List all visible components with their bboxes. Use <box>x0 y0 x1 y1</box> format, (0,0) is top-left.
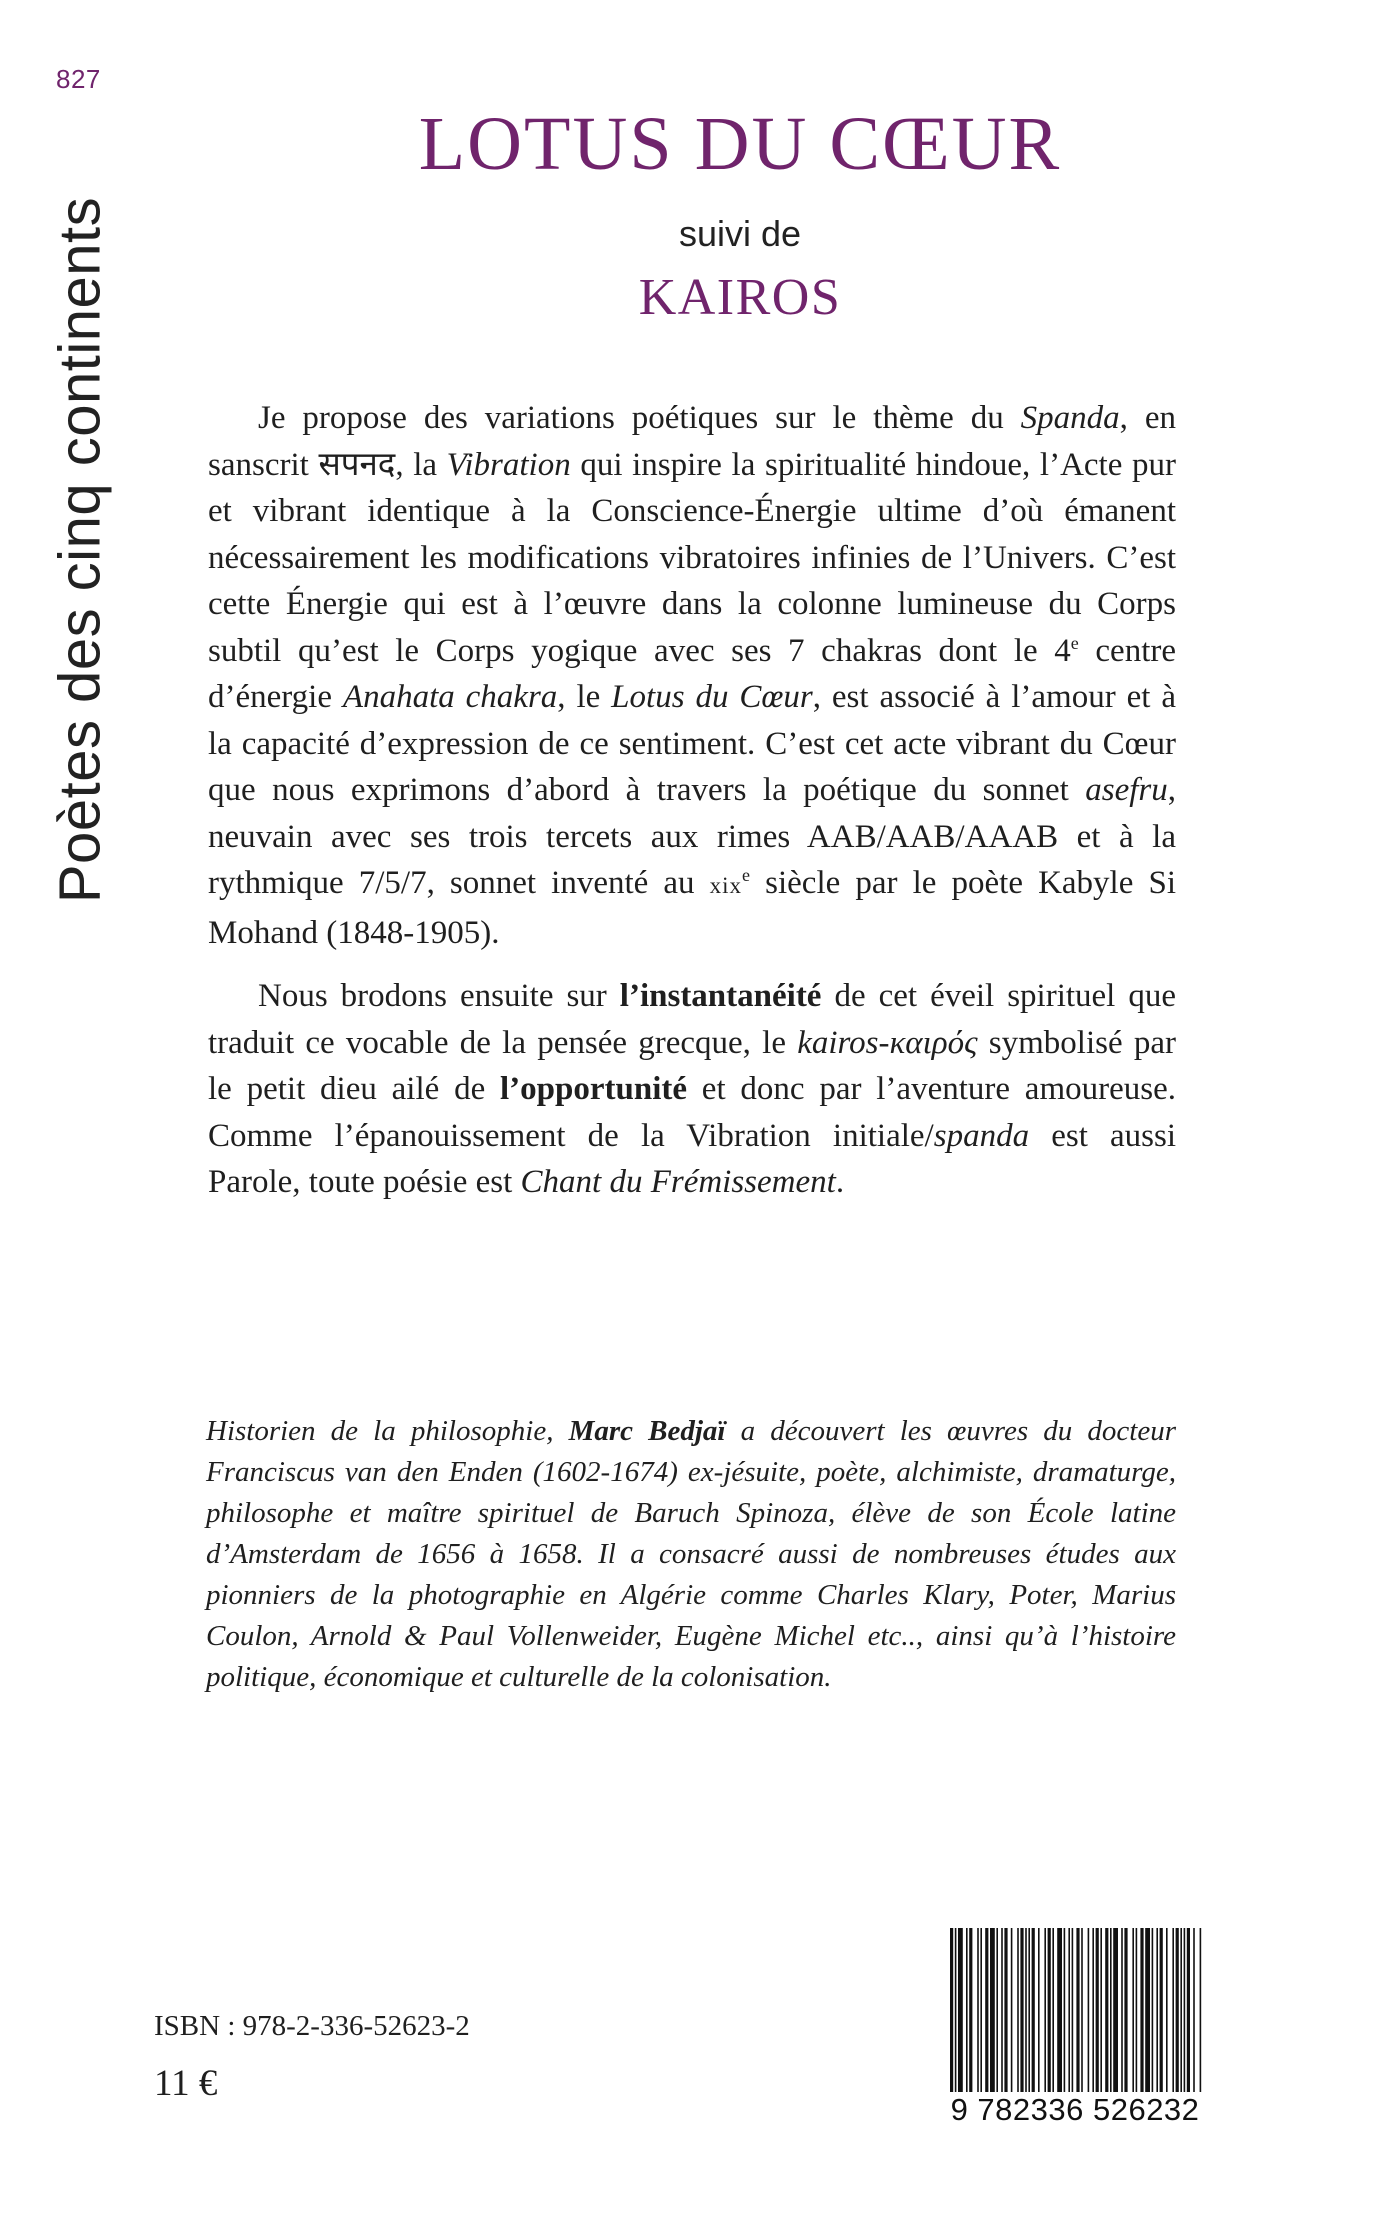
summary-text: . <box>835 1164 845 1200</box>
barcode-bar <box>1068 1928 1070 2092</box>
summary-text: , est associé à l’amour et à la capacité d’expression de ce sentiment. C’est cet acte vibrant du Cœur que nous exprimons d’abord à travers la poétique du sonnet <box>208 679 1176 808</box>
summary-term-chant: Chant du Frémissement <box>520 1164 836 1200</box>
summary-term-vibration: Vibration <box>446 446 571 483</box>
barcode-bar <box>1140 1928 1143 2092</box>
barcode-bar <box>1184 1928 1186 2092</box>
price: 11 € <box>154 2063 218 2104</box>
barcode-bar <box>1105 1928 1108 2092</box>
barcode-bar <box>1110 1928 1112 2092</box>
barcode-bar <box>1180 1928 1182 2092</box>
summary-superscript: e <box>742 865 751 885</box>
summary-term-spanda: spanda <box>933 1117 1030 1154</box>
summary-text: centre d’énergie <box>208 632 1176 715</box>
author-bio-text: a découvert les œuvres du docteur Franciscus van den Enden (1602-1674) ex-jésuite, poète, alchimiste, dramaturge, philosophe et maître spirituel de Baruch Spinoza, élève de son École latine d’Amsterdam de 1656 à 1658. Il a consacré aussi de nombreuses études aux pionniers de la photographie en Algérie comme Charles Klary, Poter, Marius Coulon, Arnold & Paul Vollenweider, Eugène Michel etc.., ainsi qu’à l’histoire politique, économique et culturelle de la colonisation. <box>206 1415 1176 1693</box>
barcode-bar <box>950 1928 953 2092</box>
summary-text: Je propose des variations poétiques sur le thème du <box>258 400 1021 436</box>
summary-paragraph-2 <box>208 973 1176 1206</box>
barcode-bar <box>1193 1928 1195 2092</box>
barcode-bar <box>1048 1928 1051 2092</box>
barcode-bar <box>1052 1928 1054 2092</box>
barcode-bar <box>990 1928 995 2092</box>
summary-superscript: e <box>1070 632 1079 653</box>
title-connector: suivi de <box>678 213 802 254</box>
barcode-bar <box>1136 1928 1138 2092</box>
summary-text: , la <box>395 446 447 483</box>
book-second-title: KAIROS <box>638 269 842 326</box>
summary-text: symbolisé par le petit dieu ailé de <box>208 1024 1176 1107</box>
barcode-bar <box>1092 1928 1094 2092</box>
isbn: ISBN : 978-2-336-52623-2 <box>154 2010 470 2042</box>
barcode-bar <box>1121 1928 1123 2092</box>
barcode-bar <box>1004 1928 1007 2092</box>
summary-term-kairos: kairos-καιρός <box>797 1024 978 1061</box>
barcode-bar <box>1011 1928 1013 2092</box>
summary-text: de cet éveil spirituel que traduit ce vocable de la pensée grecque, le <box>208 978 1176 1061</box>
barcode-bar <box>1032 1928 1035 2092</box>
summary-sanskrit-word: सपनद <box>318 446 396 483</box>
barcode-bar <box>1064 1928 1066 2092</box>
barcode-bar <box>1044 1928 1046 2092</box>
summary-paragraph-1 <box>208 395 1176 956</box>
barcode-bar <box>1072 1928 1074 2092</box>
author-bio-text: Historien de la philosophie, <box>206 1415 569 1447</box>
summary-term-instant: l’instantanéité <box>619 978 822 1014</box>
barcode-bar <box>1166 1928 1168 2092</box>
summary-text: siècle par le poète Kabyle Si Mohand (1848-1905). <box>208 865 1176 951</box>
summary-term-asefru: asefru <box>1085 772 1168 808</box>
barcode-bar <box>1187 1928 1190 2092</box>
barcode-bar <box>1020 1928 1023 2092</box>
barcode-bar <box>1200 1928 1202 2092</box>
barcode-bar <box>1088 1928 1090 2092</box>
barcode-bar <box>958 1928 963 2092</box>
author-bio <box>206 1411 1176 1698</box>
summary-term-lotus: Lotus du Cœur <box>611 679 813 715</box>
summary-term-anahata: Anahata chakra <box>342 679 558 715</box>
series-number: 827 <box>56 64 101 94</box>
barcode-bar <box>1152 1928 1154 2092</box>
summary-term-spanda: Spanda <box>1020 400 1120 436</box>
barcode-bar <box>955 1928 957 2092</box>
author-name: Marc Bedjaï <box>568 1415 726 1447</box>
barcode-bar <box>1001 1928 1003 2092</box>
title-block <box>210 102 1270 326</box>
barcode-bar <box>996 1928 998 2092</box>
barcode-bar <box>1100 1928 1102 2092</box>
barcode-bar <box>1172 1928 1174 2092</box>
summary-term-opportunite: l’opportunité <box>500 1071 688 1107</box>
series-name: Poètes des cinq continents <box>47 196 113 904</box>
barcode-bar <box>977 1928 979 2092</box>
barcode-bar <box>1081 1928 1083 2092</box>
barcode-digits: 9 782336 526232 <box>950 2092 1200 2127</box>
barcode <box>944 1924 1206 2136</box>
author-bio-paragraph <box>206 1411 1176 1698</box>
barcode-bar <box>1038 1928 1040 2092</box>
barcode-bar <box>1156 1928 1158 2092</box>
summary-text: , neuvain avec ses trois tercets aux rimes AAB/AAB/AAAB et à la rythmique 7/5/7, sonnet inventé au <box>208 772 1176 901</box>
barcode-bar <box>1176 1928 1179 2092</box>
barcode-bar <box>1160 1928 1163 2092</box>
barcode-bar <box>985 1928 988 2092</box>
barcode-bars <box>944 1924 1206 2094</box>
barcode-bar <box>1132 1928 1134 2092</box>
summary-text: qui inspire la spiritualité hindoue, l’Acte pur et vibrant identique à la Conscience-Énergie ultime d’où émanent nécessairement les modifications vibratoires infinies de l’Univers. C’est cette Énergie qui est à l’œuvre dans la colonne lumineuse du Corps subtil qu’est le Corps yogique avec ses 7 chakras dont le 4 <box>208 446 1176 669</box>
barcode-bar <box>966 1928 968 2092</box>
book-summary <box>208 395 1176 1206</box>
barcode-bar <box>1096 1928 1099 2092</box>
summary-text: , le <box>557 679 612 715</box>
barcode-bar <box>1057 1928 1062 2092</box>
summary-text: Nous brodons ensuite sur <box>258 978 620 1014</box>
barcode-bar <box>1028 1928 1030 2092</box>
barcode-bar <box>969 1928 972 2092</box>
summary-text: est aussi Parole, toute poésie est <box>208 1117 1176 1200</box>
book-title: LOTUS DU CŒUR <box>418 102 1062 186</box>
barcode-bar <box>1017 1928 1019 2092</box>
barcode-bar <box>1124 1928 1127 2092</box>
barcode-bar <box>1113 1928 1118 2092</box>
summary-text: et donc par l’aventure amoureuse. Comme l’épanouissement de la Vibration initiale/ <box>208 1071 1176 1154</box>
barcode-bar <box>1025 1928 1027 2092</box>
barcode-bar <box>1145 1928 1150 2092</box>
barcode-bar <box>980 1928 982 2092</box>
summary-text: , en sanscrit <box>208 400 1176 483</box>
barcode-bar <box>1076 1928 1079 2092</box>
summary-century: xix <box>709 873 743 898</box>
